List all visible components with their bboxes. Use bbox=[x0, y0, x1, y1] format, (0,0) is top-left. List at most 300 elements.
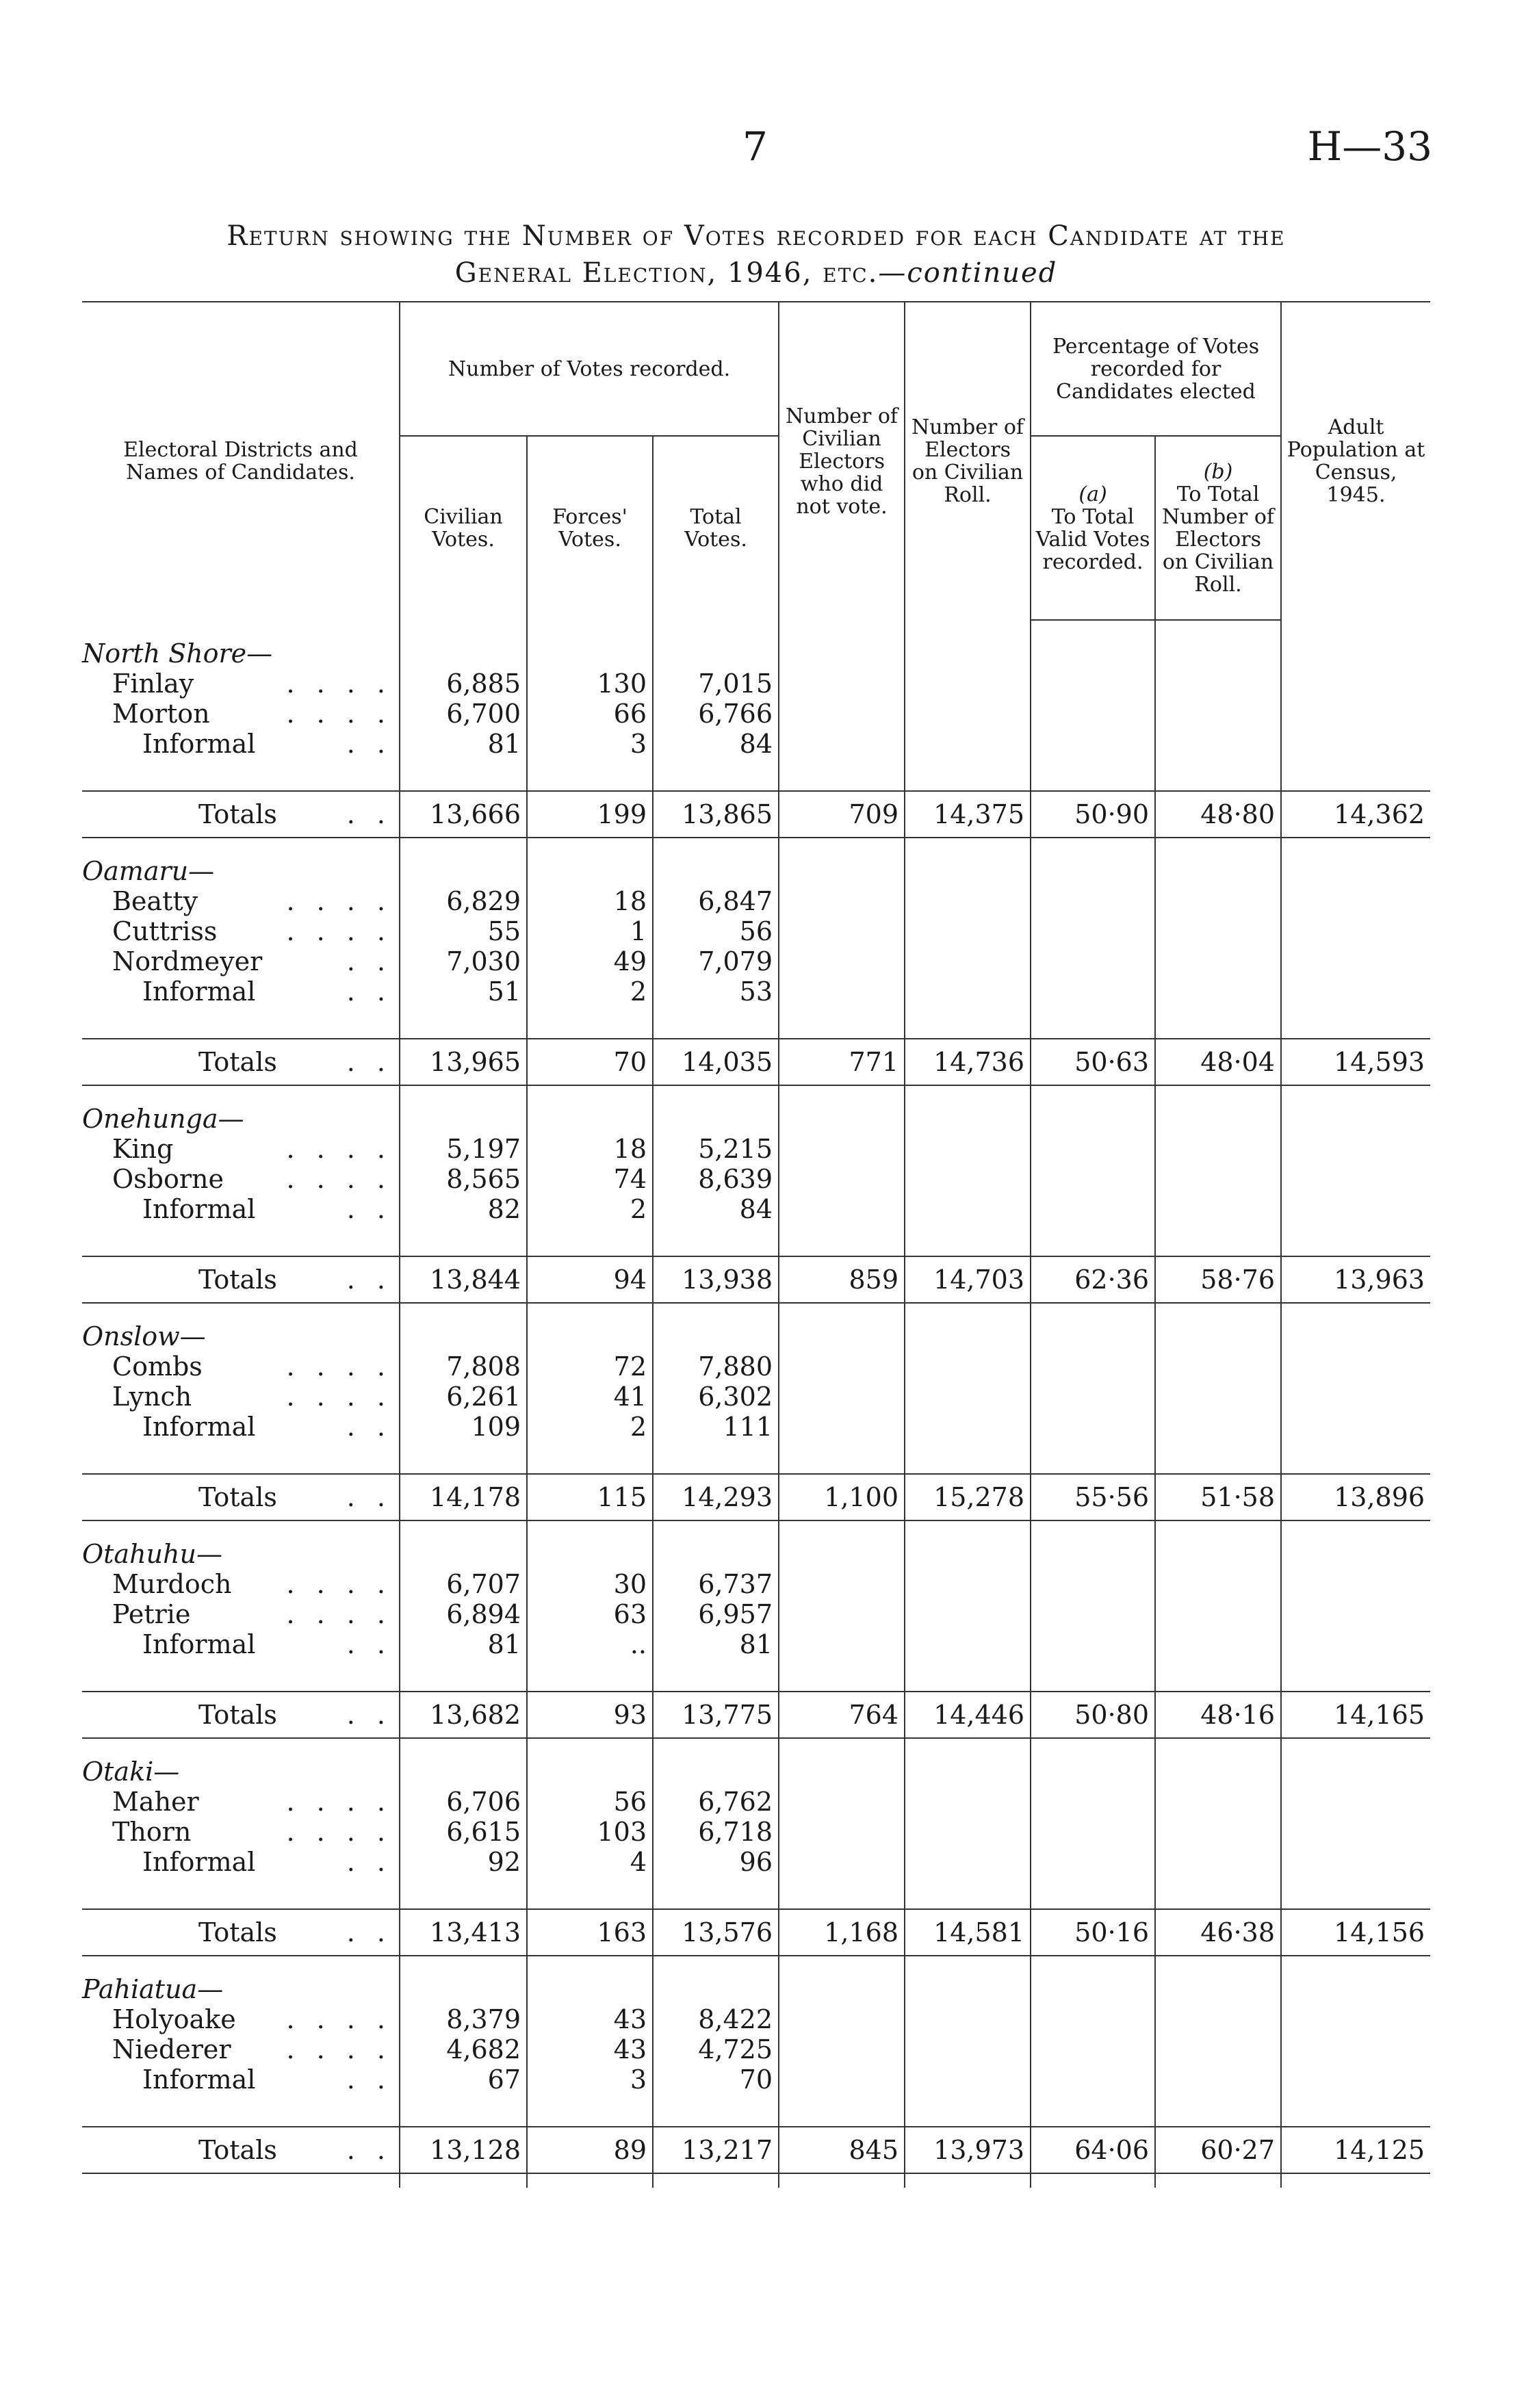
header-total-votes: Total Votes. bbox=[653, 436, 779, 620]
blank-cell bbox=[527, 638, 653, 669]
totals-forces: 93 bbox=[527, 1692, 653, 1738]
candidate-name bbox=[82, 2064, 400, 2095]
leader-dots: . . . . bbox=[286, 1817, 392, 1847]
blank-cell bbox=[905, 669, 1031, 699]
totals-did-not-vote: 709 bbox=[779, 791, 905, 838]
blank-cell bbox=[527, 2173, 653, 2188]
row-label-text: Maher bbox=[112, 1787, 199, 1817]
totals-pct-b: 58·76 bbox=[1155, 1256, 1281, 1303]
blank-cell bbox=[779, 916, 905, 946]
row-label-text: Beatty bbox=[112, 886, 198, 916]
totals-forces: 163 bbox=[527, 1909, 653, 1956]
totals-total: 13,865 bbox=[653, 791, 779, 838]
totals-row bbox=[82, 2127, 1430, 2173]
totals-label bbox=[82, 1474, 400, 1520]
civilian-votes: 6,707 bbox=[400, 1569, 527, 1599]
row-label-text: Informal bbox=[142, 1194, 256, 1224]
blank-cell bbox=[527, 759, 653, 791]
blank-cell bbox=[400, 1303, 527, 1321]
blank-cell bbox=[905, 2064, 1031, 2095]
blank-cell bbox=[1031, 1412, 1155, 1442]
totals-electors: 14,375 bbox=[905, 791, 1031, 838]
title-continued: —continued bbox=[878, 257, 1058, 289]
header-adult-population: Adult Population at Census, 1945. bbox=[1281, 302, 1430, 620]
leader-dots: . . bbox=[346, 1412, 392, 1442]
blank-cell bbox=[653, 1442, 779, 1474]
row-label-text: Totals bbox=[198, 1700, 277, 1730]
civilian-votes: 7,030 bbox=[400, 946, 527, 976]
blank-cell bbox=[82, 838, 400, 856]
header-did-not-vote: Number of Civilian Electors who did not vote. bbox=[779, 302, 905, 620]
row-label-text: Lynch bbox=[112, 1382, 192, 1412]
blank-cell bbox=[82, 1442, 400, 1474]
forces-votes: 2 bbox=[527, 1412, 653, 1442]
candidate-row bbox=[82, 1412, 1430, 1442]
gap-row bbox=[82, 759, 1430, 791]
totals-did-not-vote: 845 bbox=[779, 2127, 905, 2173]
blank-cell bbox=[1031, 759, 1155, 791]
blank-cell bbox=[905, 2004, 1031, 2034]
civilian-votes: 4,682 bbox=[400, 2034, 527, 2064]
leader-dots: . . bbox=[346, 1847, 392, 1877]
row-label-text: Totals bbox=[198, 799, 277, 829]
blank-cell bbox=[1031, 669, 1155, 699]
forces-votes: 103 bbox=[527, 1817, 653, 1847]
blank-cell bbox=[1155, 1539, 1281, 1569]
blank-cell bbox=[1281, 838, 1430, 856]
totals-forces: 115 bbox=[527, 1474, 653, 1520]
blank-cell bbox=[1281, 1569, 1430, 1599]
blank-cell bbox=[653, 2095, 779, 2127]
candidate-name bbox=[82, 1569, 400, 1599]
blank-cell bbox=[1155, 1134, 1281, 1164]
totals-row bbox=[82, 791, 1430, 838]
blank-cell bbox=[905, 638, 1031, 669]
candidate-row bbox=[82, 2034, 1430, 2064]
totals-electors: 14,446 bbox=[905, 1692, 1031, 1738]
blank-cell bbox=[905, 1442, 1031, 1474]
blank-cell bbox=[1031, 1787, 1155, 1817]
blank-cell bbox=[905, 856, 1031, 886]
district-heading-row bbox=[82, 1974, 1430, 2004]
totals-pct-a: 50·16 bbox=[1031, 1909, 1155, 1956]
blank-cell bbox=[400, 620, 527, 638]
blank-cell bbox=[905, 916, 1031, 946]
blank-cell bbox=[905, 1194, 1031, 1224]
blank-cell bbox=[1031, 1382, 1155, 1412]
row-label-text: Combs bbox=[112, 1351, 203, 1382]
civilian-votes: 7,808 bbox=[400, 1351, 527, 1382]
blank-cell bbox=[905, 886, 1031, 916]
blank-cell bbox=[400, 638, 527, 669]
blank-cell bbox=[779, 1659, 905, 1692]
totals-electors: 15,278 bbox=[905, 1474, 1031, 1520]
blank-cell bbox=[905, 1520, 1031, 1539]
blank-cell bbox=[1281, 1956, 1430, 1974]
blank-cell bbox=[653, 856, 779, 886]
blank-cell bbox=[1031, 1877, 1155, 1909]
gap-row bbox=[82, 2095, 1430, 2127]
blank-cell bbox=[1031, 1321, 1155, 1351]
blank-cell bbox=[82, 759, 400, 791]
total-votes: 81 bbox=[653, 1629, 779, 1659]
totals-pct-a: 50·63 bbox=[1031, 1039, 1155, 1085]
tail-row bbox=[82, 2173, 1430, 2188]
total-votes: 6,766 bbox=[653, 699, 779, 729]
row-label-text: Osborne bbox=[112, 1164, 224, 1194]
spacer-row bbox=[82, 620, 1430, 638]
row-label-text: Morton bbox=[112, 699, 210, 729]
total-votes: 5,215 bbox=[653, 1134, 779, 1164]
blank-cell bbox=[1281, 1520, 1430, 1539]
totals-total: 13,938 bbox=[653, 1256, 779, 1303]
blank-cell bbox=[400, 1659, 527, 1692]
totals-civilian: 13,128 bbox=[400, 2127, 527, 2173]
leader-dots: . . . . bbox=[286, 1787, 392, 1817]
blank-cell bbox=[1031, 1974, 1155, 2004]
table-body bbox=[82, 620, 1430, 2188]
blank-cell bbox=[1281, 1817, 1430, 1847]
candidate-row bbox=[82, 1847, 1430, 1877]
leader-dots: . . bbox=[346, 2064, 392, 2095]
blank-cell bbox=[1155, 976, 1281, 1007]
blank-cell bbox=[905, 1104, 1031, 1134]
blank-cell bbox=[527, 1659, 653, 1692]
district-name: Oamaru— bbox=[82, 856, 215, 886]
candidate-row bbox=[82, 916, 1430, 946]
totals-row bbox=[82, 1039, 1430, 1085]
total-votes: 4,725 bbox=[653, 2034, 779, 2064]
totals-forces: 89 bbox=[527, 2127, 653, 2173]
candidate-name bbox=[82, 2004, 400, 2034]
forces-votes: 2 bbox=[527, 1194, 653, 1224]
blank-cell bbox=[1031, 1599, 1155, 1629]
totals-adult-population: 14,125 bbox=[1281, 2127, 1430, 2173]
candidate-row bbox=[82, 1629, 1430, 1659]
totals-civilian: 13,413 bbox=[400, 1909, 527, 1956]
blank-cell bbox=[779, 699, 905, 729]
gap-row bbox=[82, 1877, 1430, 1909]
blank-cell bbox=[1031, 1007, 1155, 1039]
forces-votes: 41 bbox=[527, 1382, 653, 1412]
blank-cell bbox=[1155, 1877, 1281, 1909]
candidate-name bbox=[82, 976, 400, 1007]
blank-cell bbox=[1031, 1738, 1155, 1757]
blank-cell bbox=[905, 1085, 1031, 1104]
blank-cell bbox=[905, 1569, 1031, 1599]
blank-cell bbox=[1281, 759, 1430, 791]
blank-cell bbox=[1281, 729, 1430, 759]
totals-did-not-vote: 859 bbox=[779, 1256, 905, 1303]
blank-cell bbox=[1155, 2173, 1281, 2188]
blank-cell bbox=[1155, 1224, 1281, 1256]
blank-cell bbox=[905, 729, 1031, 759]
blank-cell bbox=[779, 838, 905, 856]
blank-cell bbox=[1155, 1351, 1281, 1382]
totals-did-not-vote: 1,168 bbox=[779, 1909, 905, 1956]
forces-votes: 56 bbox=[527, 1787, 653, 1817]
blank-cell bbox=[527, 620, 653, 638]
blank-cell bbox=[82, 620, 400, 638]
row-label-text: Informal bbox=[142, 1412, 256, 1442]
blank-cell bbox=[1031, 976, 1155, 1007]
blank-cell bbox=[779, 1007, 905, 1039]
forces-votes: 18 bbox=[527, 1134, 653, 1164]
blank-cell bbox=[653, 1877, 779, 1909]
blank-cell bbox=[905, 1134, 1031, 1164]
totals-label bbox=[82, 1039, 400, 1085]
candidate-row bbox=[82, 1194, 1430, 1224]
leader-dots: . . bbox=[346, 1700, 392, 1730]
civilian-votes: 51 bbox=[400, 976, 527, 1007]
total-votes: 70 bbox=[653, 2064, 779, 2095]
blank-cell bbox=[905, 2095, 1031, 2127]
blank-cell bbox=[1281, 1974, 1430, 2004]
leader-dots: . . . . bbox=[286, 1599, 392, 1629]
forces-votes: 2 bbox=[527, 976, 653, 1007]
forces-votes: 49 bbox=[527, 946, 653, 976]
blank-cell bbox=[779, 638, 905, 669]
blank-cell bbox=[653, 1659, 779, 1692]
forces-votes: 130 bbox=[527, 669, 653, 699]
blank-cell bbox=[527, 1520, 653, 1539]
blank-cell bbox=[1031, 1194, 1155, 1224]
blank-cell bbox=[1031, 886, 1155, 916]
blank-cell bbox=[527, 1974, 653, 2004]
total-votes: 53 bbox=[653, 976, 779, 1007]
blank-cell bbox=[905, 1321, 1031, 1351]
blank-cell bbox=[400, 1757, 527, 1787]
civilian-votes: 8,379 bbox=[400, 2004, 527, 2034]
blank-cell bbox=[527, 1224, 653, 1256]
blank-cell bbox=[400, 1007, 527, 1039]
blank-cell bbox=[779, 1569, 905, 1599]
blank-cell bbox=[1031, 620, 1155, 638]
blank-cell bbox=[1155, 2095, 1281, 2127]
candidate-row bbox=[82, 1351, 1430, 1382]
blank-cell bbox=[1281, 1659, 1430, 1692]
blank-cell bbox=[1031, 1520, 1155, 1539]
totals-pct-a: 50·90 bbox=[1031, 791, 1155, 838]
blank-cell bbox=[1155, 838, 1281, 856]
blank-cell bbox=[1155, 1757, 1281, 1787]
blank-cell bbox=[82, 1956, 400, 1974]
blank-cell bbox=[1031, 916, 1155, 946]
blank-cell bbox=[1155, 1412, 1281, 1442]
candidate-row bbox=[82, 669, 1430, 699]
blank-cell bbox=[905, 1757, 1031, 1787]
spacer-row bbox=[82, 1956, 1430, 1974]
totals-adult-population: 14,165 bbox=[1281, 1692, 1430, 1738]
totals-did-not-vote: 1,100 bbox=[779, 1474, 905, 1520]
blank-cell bbox=[1281, 916, 1430, 946]
candidate-row bbox=[82, 699, 1430, 729]
blank-cell bbox=[1155, 2064, 1281, 2095]
totals-electors: 14,581 bbox=[905, 1909, 1031, 1956]
blank-cell bbox=[779, 1164, 905, 1194]
blank-cell bbox=[1155, 1442, 1281, 1474]
election-returns-table bbox=[82, 301, 1430, 2188]
total-votes: 6,302 bbox=[653, 1382, 779, 1412]
leader-dots: . . bbox=[346, 1047, 392, 1077]
leader-dots: . . . . bbox=[286, 2034, 392, 2064]
blank-cell bbox=[82, 1738, 400, 1757]
blank-cell bbox=[1031, 2095, 1155, 2127]
leader-dots: . . . . bbox=[286, 669, 392, 699]
blank-cell bbox=[1281, 638, 1430, 669]
blank-cell bbox=[1155, 1194, 1281, 1224]
blank-cell bbox=[779, 1321, 905, 1351]
candidate-row bbox=[82, 946, 1430, 976]
totals-total: 13,576 bbox=[653, 1909, 779, 1956]
blank-cell bbox=[1031, 1629, 1155, 1659]
leader-dots: . . bbox=[346, 2135, 392, 2165]
leader-dots: . . . . bbox=[286, 1382, 392, 1412]
blank-cell bbox=[779, 1974, 905, 2004]
blank-cell bbox=[1281, 1194, 1430, 1224]
blank-cell bbox=[905, 1659, 1031, 1692]
blank-cell bbox=[1031, 1442, 1155, 1474]
blank-cell bbox=[779, 669, 905, 699]
blank-cell bbox=[1281, 2095, 1430, 2127]
blank-cell bbox=[905, 1007, 1031, 1039]
row-label-text: Finlay bbox=[112, 669, 194, 699]
totals-total: 13,217 bbox=[653, 2127, 779, 2173]
totals-pct-b: 48·80 bbox=[1155, 791, 1281, 838]
leader-dots: . . . . bbox=[286, 886, 392, 916]
blank-cell bbox=[1281, 2064, 1430, 2095]
district-heading-row bbox=[82, 1539, 1430, 1569]
blank-cell bbox=[1281, 620, 1430, 638]
blank-cell bbox=[653, 1956, 779, 1974]
forces-votes: 43 bbox=[527, 2034, 653, 2064]
civilian-votes: 6,615 bbox=[400, 1817, 527, 1847]
header-pct-b-text: To Total Number of Electors on Civilian Roll. bbox=[1162, 482, 1275, 597]
blank-cell bbox=[1155, 1974, 1281, 2004]
totals-total: 14,035 bbox=[653, 1039, 779, 1085]
blank-cell bbox=[905, 1303, 1031, 1321]
leader-dots: . . . . bbox=[286, 1351, 392, 1382]
blank-cell bbox=[779, 1224, 905, 1256]
blank-cell bbox=[1281, 699, 1430, 729]
leader-dots: . . . . bbox=[286, 916, 392, 946]
candidate-row bbox=[82, 729, 1430, 759]
blank-cell bbox=[1281, 1321, 1430, 1351]
total-votes: 6,847 bbox=[653, 886, 779, 916]
blank-cell bbox=[82, 1877, 400, 1909]
total-votes: 6,737 bbox=[653, 1569, 779, 1599]
total-votes: 6,957 bbox=[653, 1599, 779, 1629]
totals-adult-population: 13,963 bbox=[1281, 1256, 1430, 1303]
blank-cell bbox=[653, 638, 779, 669]
blank-cell bbox=[1281, 1629, 1430, 1659]
blank-cell bbox=[1031, 1659, 1155, 1692]
blank-cell bbox=[1031, 1303, 1155, 1321]
totals-pct-a: 55·56 bbox=[1031, 1474, 1155, 1520]
blank-cell bbox=[400, 2173, 527, 2188]
blank-cell bbox=[1281, 1104, 1430, 1134]
blank-cell bbox=[1155, 916, 1281, 946]
candidate-name bbox=[82, 1787, 400, 1817]
blank-cell bbox=[1155, 946, 1281, 976]
blank-cell bbox=[1155, 729, 1281, 759]
blank-cell bbox=[400, 759, 527, 791]
civilian-votes: 6,706 bbox=[400, 1787, 527, 1817]
total-votes: 7,880 bbox=[653, 1351, 779, 1382]
leader-dots: . . . . bbox=[286, 1569, 392, 1599]
totals-electors: 14,736 bbox=[905, 1039, 1031, 1085]
blank-cell bbox=[905, 1738, 1031, 1757]
blank-cell bbox=[400, 2095, 527, 2127]
totals-label bbox=[82, 2127, 400, 2173]
blank-cell bbox=[1031, 1956, 1155, 1974]
blank-cell bbox=[1031, 2173, 1155, 2188]
blank-cell bbox=[779, 1817, 905, 1847]
totals-pct-b: 48·04 bbox=[1155, 1039, 1281, 1085]
row-label-text: Informal bbox=[142, 729, 256, 759]
blank-cell bbox=[779, 2034, 905, 2064]
blank-cell bbox=[1155, 2034, 1281, 2064]
blank-cell bbox=[1031, 1085, 1155, 1104]
candidate-name bbox=[82, 1629, 400, 1659]
blank-cell bbox=[1031, 699, 1155, 729]
total-votes: 6,718 bbox=[653, 1817, 779, 1847]
leader-dots: . . . . bbox=[286, 699, 392, 729]
blank-cell bbox=[779, 1412, 905, 1442]
forces-votes: 74 bbox=[527, 1164, 653, 1194]
totals-row bbox=[82, 1256, 1430, 1303]
header-civilian-votes: Civilian Votes. bbox=[400, 436, 527, 620]
blank-cell bbox=[1155, 1321, 1281, 1351]
row-label-text: Petrie bbox=[112, 1599, 191, 1629]
total-votes: 84 bbox=[653, 1194, 779, 1224]
blank-cell bbox=[779, 1539, 905, 1569]
blank-cell bbox=[779, 1134, 905, 1164]
leader-dots: . . bbox=[346, 1194, 392, 1224]
civilian-votes: 6,829 bbox=[400, 886, 527, 916]
blank-cell bbox=[1281, 1134, 1430, 1164]
blank-cell bbox=[779, 1956, 905, 1974]
blank-cell bbox=[82, 2173, 400, 2188]
blank-cell bbox=[653, 1007, 779, 1039]
civilian-votes: 81 bbox=[400, 1629, 527, 1659]
candidate-name bbox=[82, 729, 400, 759]
totals-forces: 70 bbox=[527, 1039, 653, 1085]
candidate-name bbox=[82, 699, 400, 729]
blank-cell bbox=[527, 1539, 653, 1569]
row-label-text: Niederer bbox=[112, 2034, 231, 2064]
blank-cell bbox=[527, 1757, 653, 1787]
blank-cell bbox=[1031, 1847, 1155, 1877]
civilian-votes: 6,885 bbox=[400, 669, 527, 699]
blank-cell bbox=[779, 1382, 905, 1412]
candidate-row bbox=[82, 2004, 1430, 2034]
row-label-text: Totals bbox=[198, 2135, 277, 2165]
blank-cell bbox=[779, 1599, 905, 1629]
total-votes: 7,079 bbox=[653, 946, 779, 976]
blank-cell bbox=[653, 1738, 779, 1757]
row-label-text: Totals bbox=[198, 1047, 277, 1077]
totals-civilian: 13,666 bbox=[400, 791, 527, 838]
blank-cell bbox=[779, 759, 905, 791]
page-reference: H—33 bbox=[1307, 123, 1432, 170]
blank-cell bbox=[527, 1303, 653, 1321]
candidate-row bbox=[82, 1134, 1430, 1164]
district-name: North Shore— bbox=[82, 638, 273, 669]
total-votes: 8,639 bbox=[653, 1164, 779, 1194]
totals-civilian: 13,682 bbox=[400, 1692, 527, 1738]
blank-cell bbox=[779, 1847, 905, 1877]
